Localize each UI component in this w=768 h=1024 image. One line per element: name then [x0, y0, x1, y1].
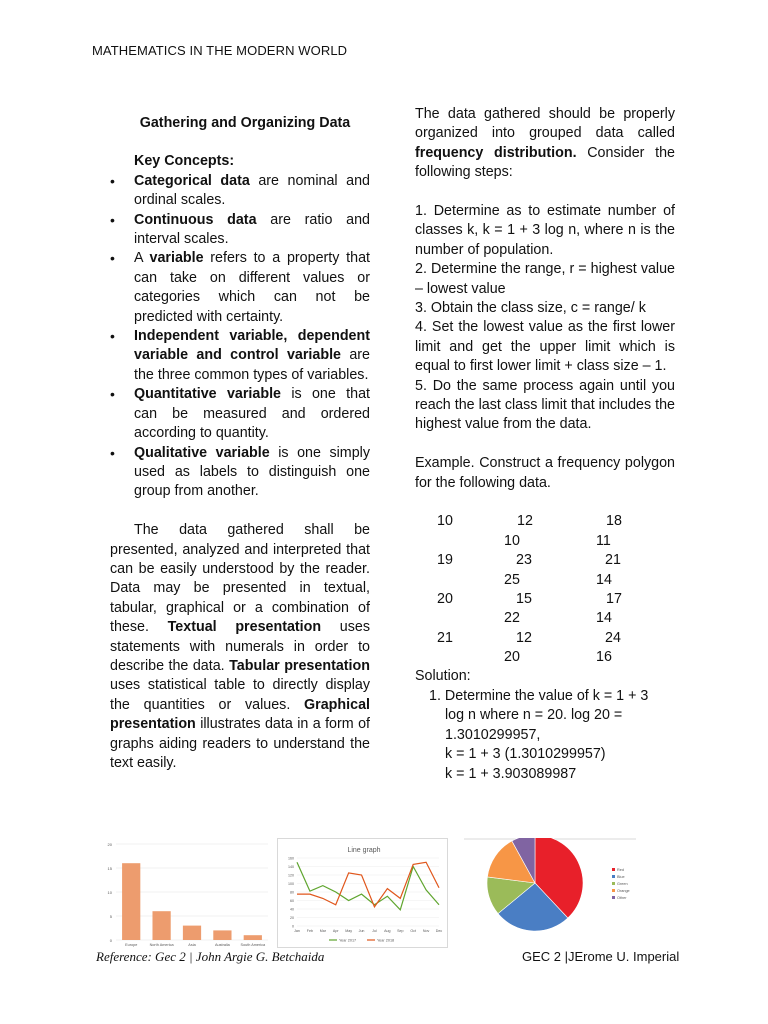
y-tick-label: 0 — [292, 924, 294, 929]
y-tick-label: 20 — [107, 842, 112, 847]
data-value: 14 — [596, 571, 612, 588]
data-value: 10 — [504, 532, 520, 549]
key-concepts-list — [110, 172, 370, 502]
list-item: • Categorical data are nominal and ordinal scales. — [110, 172, 370, 211]
step-1: 1. Determine as to estimate number of classes k, k = 1 + 3 log n, where n is the number of population. — [415, 203, 675, 258]
x-tick-label: South America — [240, 943, 266, 947]
data-value: 14 — [596, 610, 612, 627]
x-tick-label: Sep — [397, 929, 404, 933]
y-tick-label: 40 — [290, 907, 294, 912]
x-tick-label: Australia — [215, 943, 230, 947]
data-value: 23 — [516, 552, 532, 569]
x-tick-label: Dec — [435, 929, 443, 933]
data-value: 12 — [517, 513, 533, 530]
y-tick-label: 60 — [290, 899, 294, 903]
footer-author: GEC 2 |JErome U. Imperial — [522, 949, 680, 964]
pie-chart — [464, 838, 636, 948]
footer-reference: Reference: Gec 2 | John Argie G. Betchaida — [96, 949, 325, 964]
y-tick-label: 5 — [109, 914, 112, 919]
data-value: 24 — [605, 629, 621, 646]
step-5: 5. Do the same process again until you reach the last class limit that includes the highest value from the data. — [415, 377, 675, 433]
x-tick-label: Jan — [294, 929, 300, 933]
solution-heading: Solution: — [415, 668, 471, 685]
legend-label: Green — [617, 882, 628, 886]
key-concepts-heading: Key Concepts: — [134, 153, 235, 170]
data-value: 20 — [437, 591, 453, 608]
list-item: • Quantitative variable is one that can be measured and ordered according to quantity. — [110, 385, 370, 443]
legend-swatch — [612, 889, 615, 892]
y-tick-label: 140 — [288, 865, 294, 869]
list-item: • Independent variable, dependent variable and control variable are the three common types of variables. — [110, 327, 370, 385]
solution-step: 1. Determine the value of k = 1 + 3 log n where n = 20. log 20 = 1.3010299957, k = 1 + 3 (1.3010299957) k = 1 + 3.903089987 — [429, 687, 649, 782]
y-tick-label: 80 — [290, 890, 294, 895]
left-column — [110, 114, 370, 773]
data-value: 21 — [605, 552, 621, 569]
step-4: 4. Set the lowest value as the first lower limit and get the upper limit which is equal to first lower limit + class size – 1. — [415, 319, 675, 375]
data-value: 22 — [504, 610, 520, 627]
data-value: 17 — [606, 591, 622, 608]
list-item: • Continuous data are ratio and interval scales. — [110, 211, 370, 250]
legend-label: Red — [617, 868, 624, 872]
legend-swatch — [612, 868, 615, 871]
list-item: • Qualitative variable is one simply used as labels to distinguish one group from another. — [110, 444, 370, 502]
bar-chart — [100, 838, 270, 948]
bar — [122, 863, 140, 940]
x-tick-label: Asia — [188, 943, 196, 947]
x-tick-label: Feb — [306, 929, 314, 933]
x-tick-label: Europe — [125, 943, 138, 947]
step-2: 2. Determine the range, r = highest value – lowest value — [415, 261, 675, 297]
data-value: 21 — [437, 629, 453, 646]
data-value: 19 — [437, 552, 453, 569]
legend-label: Orange — [617, 889, 630, 893]
legend-swatch — [612, 875, 615, 878]
right-column — [415, 105, 675, 784]
data-value: 18 — [606, 513, 622, 530]
x-tick-label: Jun — [358, 929, 365, 933]
bar — [244, 935, 262, 940]
legend-label: Year 2018 — [377, 938, 395, 943]
y-tick-label: 100 — [288, 882, 294, 886]
y-tick-label: 0 — [109, 938, 112, 943]
list-item: • A variable refers to a property that can take on different values or categories which can not be predicted with certainty. — [110, 249, 370, 327]
data-value: 16 — [596, 649, 612, 666]
y-tick-label: 160 — [288, 856, 294, 861]
x-tick-label: Aug — [384, 929, 391, 933]
bar — [213, 930, 231, 940]
x-tick-label: Apr — [332, 929, 339, 933]
x-tick-label: North America — [149, 943, 174, 947]
legend-label: Other — [617, 896, 627, 900]
legend-swatch — [612, 882, 615, 885]
data-value: 12 — [516, 629, 532, 646]
data-value: 20 — [504, 649, 520, 666]
data-value: 25 — [504, 571, 520, 588]
data-grid — [415, 512, 675, 667]
x-tick-label: Jul — [372, 929, 377, 933]
x-tick-label: Oct — [410, 929, 416, 933]
data-value: 15 — [516, 591, 532, 608]
intro-paragraph: The data gathered should be properly organized into grouped data called frequency distribution. Consider the following steps: — [415, 106, 675, 181]
legend-swatch — [612, 896, 615, 899]
y-tick-label: 15 — [107, 866, 112, 871]
data-value: 11 — [596, 532, 611, 549]
data-value: 10 — [437, 513, 453, 530]
legend-label: Year 2017 — [339, 938, 357, 943]
presentation-paragraph: The data gathered shall be presented, analyzed and interpreted that can be easily understood by the reader. Data may be presented in textual, tabular, graphical or a combination of these. Textual presentation uses statements with numerals in order to describe the data. Tabular presentation uses statistical table to directly display the quantities or values. Graphical presentation illustrates data in a form of graphs aiding readers to understand the text easily. — [110, 522, 371, 771]
x-tick-label: Nov — [422, 929, 430, 933]
bar — [152, 911, 170, 940]
line-chart — [277, 838, 448, 948]
section-title: Gathering and Organizing Data — [139, 115, 351, 131]
y-tick-label: 10 — [107, 890, 112, 895]
x-tick-label: Mar — [319, 929, 326, 933]
y-tick-label: 20 — [290, 916, 294, 920]
legend-label: Blue — [617, 875, 625, 879]
bar — [183, 926, 201, 940]
example-text: Example. Construct a frequency polygon for the following data. — [415, 455, 675, 491]
page-header: MATHEMATICS IN THE MODERN WORLD — [92, 43, 348, 58]
y-tick-label: 120 — [288, 873, 294, 878]
line-chart-title: Line graph — [347, 847, 381, 854]
step-3: 3. Obtain the class size, c = range/ k — [415, 300, 646, 317]
x-tick-label: May — [345, 929, 353, 933]
